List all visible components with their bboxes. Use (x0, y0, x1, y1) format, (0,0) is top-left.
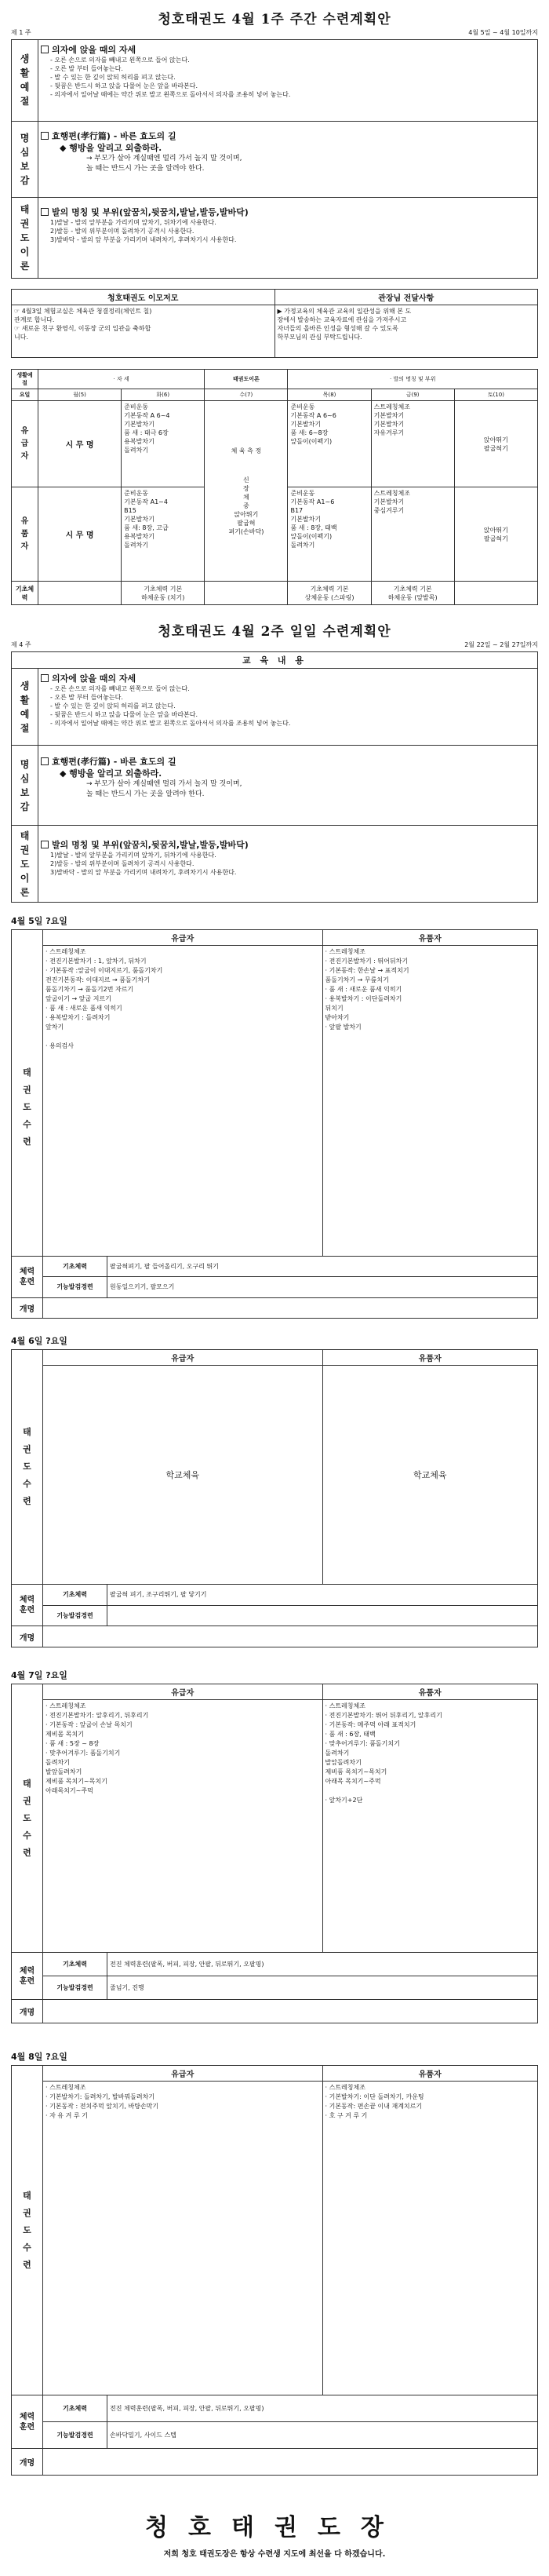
day3-left-plan: · 스트레칭체조 · 전진기본발차기: 앞후리기, 뒤후리기 · 기본동작 : 앞굽이 손날 목치기 제비몸 목치기 · 품 새 : 5장 ~ 8장 · 맞추어겨루기: 품돌기치기 돌려차기 발앞돌려차기 제비품 목치기~목치기 아래목치기~주먹 (43, 1700, 323, 1953)
week4-tkd-content: 발의 명칭 및 부위(앞꿈치,뒷꿈치,발날,발등,발바닥) 1)발날 - 발의 앞부분을 가리키며 앞차기, 뒤차기에 사용한다. 2)발등 - 발의 위부분이며 돌려차기 공격시 사용한다. 3)발바닥 - 발의 앞 부분을 가리키며 내려차기, 후려차기시 사용한다. (38, 826, 538, 903)
week4-life-label: 생 활 예 절 (12, 669, 38, 746)
footer-note: 저희 청호 태권도장은 항상 수련생 지도에 최선을 다 하겠습니다. (163, 2550, 386, 2559)
week4-content-title: 교 육 내 용 (12, 652, 538, 669)
checkbox-square-icon (41, 841, 49, 848)
week4-spirit-content: 효행편(孝行篇) - 바른 효도의 길 ◆ 행방을 알리고 외출하라. → 부모가 살아 계실때엔 멀리 가서 놀지 말 것이며, 놀 때는 반드시 가는 곳을 알려야 한다. (38, 746, 538, 826)
week4-header-row (11, 640, 538, 649)
day4-header: 4월 8일 ?요일 (11, 2052, 67, 2062)
day4-left-plan: · 스트레칭체조 · 기본발차기: 돌려차기, 발바꿔돌려차기 · 기본동작 : 전치주먹 앞치기, 바탕손막기 · 자 유 겨 루 기 (43, 2082, 323, 2395)
week4-number: 제 4 주 (11, 641, 31, 648)
checkbox-square-icon (41, 674, 49, 682)
week4-dates: 2월 22일 ~ 2월 27일까지 (464, 641, 538, 648)
week4-life-content: 의자에 앉을 때의 자세 - 오른 손으로 의자를 빼내고 왼쪽으로 들어 앉는다. - 오른 발 부터 들어놓는다. - 발 수 있는 한 깊이 앉되 허리를 펴고 앉는다. - 뒷꿈은 반드시 하고 앉을 다물어 눈은 앞을 바라본다. - 의자에서 일어날 때에는 약간 위로 발고 왼쪽으로 돌아서서 의자를 조용히 넣어 놓는다. (38, 669, 538, 746)
day1-table: 태 권 도 수 련 유급자 유품자 · 스트레칭체조 · 전진기본발차기 : 1, 앞차기, 뒤차기 · 기본동작 :앞굽이 이대지르기, 품돌기차기 전진기본동작: 이대지르 → 품돌기차기 품돌기차기 → 품돌기2번 자르기 앞굽이기 → 앞굽 지르기 · 품 새 : 새로운 품새 익히기 · 용복발차기 : 돌려차기 앞차기 · 용의검사 · 스트레칭체조 · 전진기본발차기 : 뛰어뒤차기 · 기본동작: 한손날 → 표적치기 품돌기차기 → 무릎치기 · 품 새 : 새로운 품새 익히기 · 용복발차기 : 이단돌려차기 뒤치기 받아차기 · 앞팔 발차기 체력 훈련 기초체력 팔굽혀펴기, 팔 들어올리기, 오구리 뛰기 기능발검경련 원동일으키기, 팔모으기 개명 (11, 929, 538, 1319)
day2-table: 태 권 도 수 련 유급자 유품자 학교체육 학교체육 체력 훈련 기초체력 팔굽혀 펴기, 조구리뛰기, 팔 닿기기 기능발검경련 개명 (11, 1349, 538, 1647)
week1-schedule-table: 생활예절 · 자 세 태권도이론 · 발의 명칭 및 부위 요일 월(5) 화(6) 수(7) 목(8) 금(9) 토(10) 유 급 자 시 무 명 준비운동 기본동작 A 6~4 기본발차기 품 새 : 태극 6장 용복발차기 돌려차기 체 육 측 정 신 장 체 중 앉아뛰기 팔굽혀 펴기(손바닥) 준비운동 기본동작 A 6~6 기본발차기 품 새: 6~8장 앞돌이(이펙기) 스트레칭체조 기본발차기 기본발차기 자유겨루기 앉아뛰기 팔굽혀기 유 품 자 시 무 명 준비운동 기본동작 A1~4 B15 기본발차기 품 새: 8장, 고급 용복발차기 돌려차기 준비운동 기본동작 A1~6 B17 기본발차기 품 새 : 8장, 태백 앞돌이(이펙기) 돌려차기 스트레칭체조 기본발차기 중심겨루기 앉아뛰기 팔굽혀기 기초체력 기초체력 기본 하체운동 (치기) 기초체력 기본 상체운동 (스파링) 기초체력 기본 하체운동 (앞발목) (11, 369, 538, 605)
week4-content-table (11, 651, 538, 903)
week1-life-content: 의자에 앉을 때의 자세 - 오른 손으로 의자를 빼내고 왼쪽으로 들어 앉는다. - 오른 발 부터 들어놓는다. - 발 수 있는 한 깊이 앉되 허리를 펴고 앉는다. - 뒷꿈은 반드시 하고 앉을 다물어 눈은 앞을 바라본다. - 의자에서 일어날 때에는 약간 위로 발고 왼쪽으로 돌아서서 의자를 조용히 넣어 놓는다. (38, 40, 538, 122)
week1-notice-table (11, 289, 538, 358)
day1-right-plan: · 스트레칭체조 · 전진기본발차기 : 뛰어뒤차기 · 기본동작: 한손날 → 표적치기 품돌기차기 → 무릎치기 · 품 새 : 새로운 품새 익히기 · 용복발차기 : 이단돌려차기 뒤치기 받아차기 · 앞팔 발차기 (322, 946, 538, 1257)
week1-dates: 4월 5일 ~ 4월 10일까지 (468, 29, 538, 36)
week1-header-row (11, 28, 538, 37)
day1-left-plan: · 스트레칭체조 · 전진기본발차기 : 1, 앞차기, 뒤차기 · 기본동작 :앞굽이 이대지르기, 품돌기차기 전진기본동작: 이대지르 → 품돌기차기 품돌기차기 → 품돌기2번 자르기 앞굽이기 → 앞굽 지르기 · 품 새 : 새로운 품새 익히기 · 용복발차기 : 돌려차기 앞차기 · 용의검사 (43, 946, 323, 1257)
checkbox-square-icon (41, 757, 49, 765)
day4-right-plan: · 스트레칭체조 · 기본발차기: 이단 돌려차기, 카운팅 · 기본동작: 편손끝 이내 재계치르기 · 호 구 겨 루 기 (322, 2082, 538, 2395)
footer-title: 청호태권도장 (145, 2514, 404, 2541)
notice-left-content: ☞ 4월3일 체험교실은 체육관 청결정리(체인트 칠) 관계로 합니다. ☞ 새로운 친구 환영식, 이동장 군의 입관을 축하합 니다. (12, 305, 275, 358)
notice-right-content: ▶ 가정교육의 체육관 교육의 일관성을 위해 본 도 장에서 발송하는 교육자료에 관심을 가져주시고 자녀들의 올바른 인성을 형성해 갈 수 있도록 학부모님의 관심 부탁드립니다. (274, 305, 538, 358)
week1-spirit-content: 효행편(孝行篇) - 바른 효도의 길 ◆ 행방을 알리고 외출하라. → 부모가 살아 계실때엔 멀리 가서 놀지 말 것이며, 놀 때는 반드시 가는 곳을 알려야 한다. (38, 121, 538, 197)
week4-tkd-label: 태 권 도 이 론 (12, 826, 38, 903)
checkbox-square-icon (41, 208, 49, 216)
week4-title: 청호태권도 4월 2주 일일 수련계획안 (158, 624, 391, 640)
day3-right-plan: · 스트레칭체조 · 전진기본발차기: 뛰어 뒤후리기, 앞후리기 · 기본동작: 메주먹 아래 표적치기 · 품 새 : 6장, 태백 · 맞추어겨루기: 품돌기치기 돌려차기 발앞돌려차기 제비품 목치기~목치기 아래목 목치기~주먹 · 앞차기+2단 (322, 1700, 538, 1953)
week1-title: 청호태권도 4월 1주 주간 수련계획안 (158, 12, 391, 27)
week1-number: 제 1 주 (11, 29, 31, 36)
notice-right-title: 관장님 전달사항 (274, 290, 538, 305)
day3-header: 4월 7일 ?요일 (11, 1670, 67, 1680)
day1-header: 4월 5일 ?요일 (11, 916, 67, 926)
day4-table: 태 권 도 수 련 유급자 유품자 · 스트레칭체조 · 기본발차기: 돌려차기, 발바꿔돌려차기 · 기본동작 : 전치주먹 앞치기, 바탕손막기 · 자 유 겨 루 기 · 스트레칭체조 · 기본발차기: 이단 돌려차기, 카운팅 · 기본동작: 편손끝 이내 재계치르기 · 호 구 겨 루 기 체력 훈련 기초체력 전진 체력훈련(팔폭, 버피, 피장, 안팔, 뒤로뛰기, 오팔핑) 기능발검경련 손바닥밀기, 사이드 스텝 개명 (11, 2065, 538, 2476)
week1-spirit-label: 명 심 보 감 (12, 121, 38, 197)
week1-tkd-label: 태 권 도 이 론 (12, 198, 38, 279)
notice-left-title: 청호태권도 이모저모 (12, 290, 275, 305)
day3-table: 태 권 도 수 련 유급자 유품자 · 스트레칭체조 · 전진기본발차기: 앞후리기, 뒤후리기 · 기본동작 : 앞굽이 손날 목치기 제비몸 목치기 · 품 새 : 5장 ~ 8장 · 맞추어겨루기: 품돌기치기 돌려차기 발앞돌려차기 제비품 목치기~목치기 아래목치기~주먹 · 스트레칭체조 · 전진기본발차기: 뛰어 뒤후리기, 앞후리기 · 기본동작: 메주먹 아래 표적치기 · 품 새 : 6장, 태백 · 맞추어겨루기: 품돌기치기 돌려차기 발앞돌려차기 제비품 목치기~목치기 아래목 목치기~주먹 · 앞차기+2단 체력 훈련 기초체력 전진 체력훈련(팔폭, 버피, 피장, 안팔, 뒤로뛰기, 오팔핑) 기능발검경련 줄넘기, 진행 개명 (11, 1684, 538, 2023)
week1-life-label: 생 활 예 절 (12, 40, 38, 122)
week4-spirit-label: 명 심 보 감 (12, 746, 38, 826)
checkbox-square-icon (41, 132, 49, 140)
week1-tkd-content: 발의 명칭 및 부위(앞꿈치,뒷꿈치,발날,발등,발바닥) 1)발날 - 발의 앞부분을 가리키며 앞차기, 뒤차기에 사용한다. 2)발등 - 발의 위부분이며 돌려차기 공격시 사용한다. 3)발바닥 - 발의 앞 부분을 가리키며 내려차기, 후려차기시 사용한다. (38, 198, 538, 279)
checkbox-square-icon (41, 46, 49, 53)
week1-content-table (11, 39, 538, 279)
day2-header: 4월 6일 ?요일 (11, 1336, 67, 1346)
